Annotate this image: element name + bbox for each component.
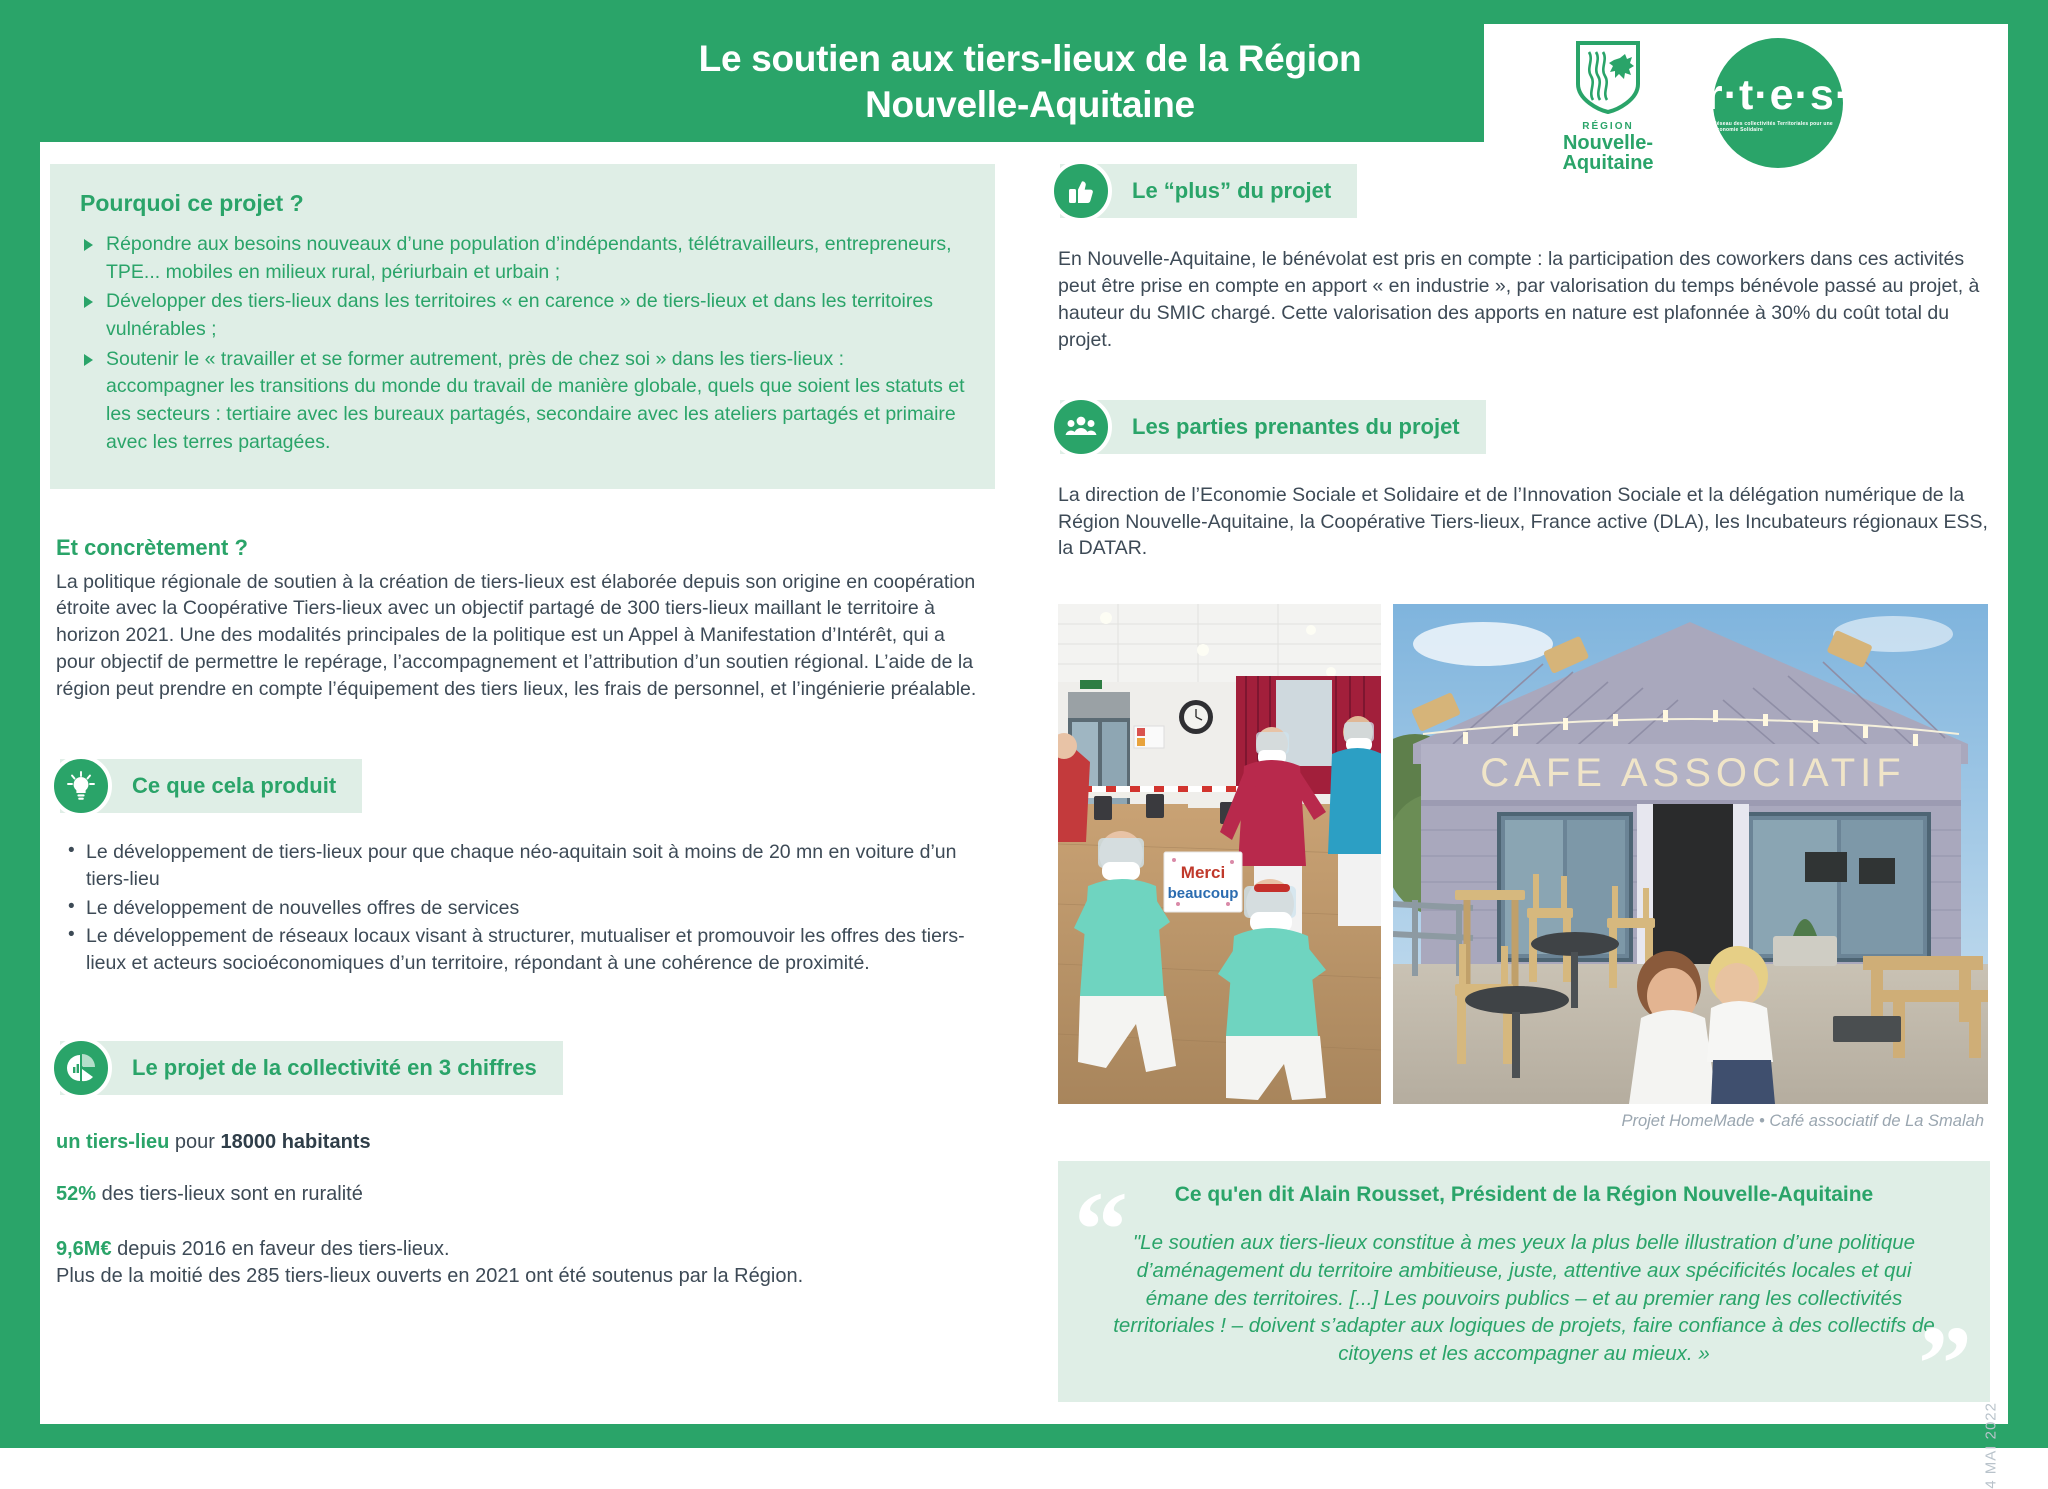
produces-section: [50, 759, 995, 977]
shield-lion-icon: [1575, 40, 1641, 119]
page-title: [580, 36, 1480, 129]
list-item: Soutenir le « travailler et se former autrement, près de chez soi » dans les tiers-lieux : accompagner les transitions du monde du travail de manière globale, quels que soient les statuts et les secteurs : tertiaire avec les bureaux partagés, secondaire avec les ateliers partagés et primaire avec les terres partagées.: [80, 346, 965, 457]
quote-close-icon: ”: [1918, 1304, 1972, 1402]
produces-title: Ce que cela produit: [132, 773, 337, 799]
photo-caption: Projet HomeMade • Café associatif de La Smalah: [1621, 1112, 1984, 1131]
date-stamp: 4 MAI 2022: [1983, 1402, 2000, 1489]
figures-section: [50, 1041, 995, 1290]
figure-1-value: un tiers-lieu: [56, 1130, 170, 1153]
page-title-line2: Nouvelle-Aquitaine: [865, 84, 1195, 126]
concrete-text: La politique régionale de soutien à la création de tiers-lieux est élaborée depuis son origine en coopération étroite avec la Coopérative Tiers-lieux avec un objectif partagé de 300 tiers-lieux maillant le territoire à horizon 2021. Une des modalités principales de la politique est un Appel à Manifestation d’Intérêt, qui a pour objectif de permettre le repérage, l’accompagnement et l’attribution d’un soutien régional. L’aide de la région peut prendre en compte l’équipement des tiers lieux, les frais de personnel, et l’ingénierie préalable.: [56, 570, 977, 701]
plus-section: [1050, 164, 1990, 354]
svg-text:beaucoup: beaucoup: [1167, 885, 1239, 903]
logo-rtes-word: r·t·e·s·: [1705, 70, 1851, 119]
quote-open-icon: “: [1074, 1171, 1128, 1291]
photo-cafe-sign-text: CAFE ASSOCIATIF: [1480, 751, 1906, 796]
stakeholders-heading: [1060, 400, 1486, 454]
people-group-icon: [1050, 396, 1112, 458]
produces-list: [50, 839, 995, 977]
logo-rtes-tagline: Réseau des collectivités Territoriales pour une Économie Solidaire: [1713, 120, 1833, 133]
stakeholders-section: [1050, 400, 1990, 563]
figure-3-value: 9,6M€: [56, 1238, 112, 1261]
page-title-line1: Le soutien aux tiers-lieux de la Région: [698, 38, 1362, 79]
figures-title: Le projet de la collectivité en 3 chiffres: [132, 1054, 537, 1080]
why-project-list: [80, 231, 965, 457]
header-banner: [40, 24, 1484, 142]
list-item: Développer des tiers-lieux dans les territoires « en carence » de tiers-lieux et dans les territoires vulnérables ;: [80, 288, 965, 343]
figure-2-value: 52%: [56, 1183, 97, 1206]
figure-3-label: depuis 2016 en faveur des tiers-lieux.: [111, 1238, 450, 1261]
photo-row: [1058, 604, 1990, 1104]
svg-text:Merci: Merci: [1180, 863, 1226, 883]
stakeholders-title: Les parties prenantes du projet: [1132, 413, 1460, 439]
figure-1-mid: pour: [169, 1130, 221, 1153]
stakeholders-text: La direction de l’Economie Sociale et Solidaire et de l’Innovation Sociale et la délégation numérique de la Région Nouvelle-Aquitaine, la Coopérative Tiers-lieux, France active (DLA), les Incubateurs régionaux ESS, la DATAR.: [1058, 483, 1988, 560]
concrete-section: [50, 535, 995, 704]
produces-heading: [60, 759, 362, 813]
left-column: [50, 164, 995, 1290]
logo-region-small-label: RÉGION: [1582, 120, 1634, 132]
photo-homemade: [1058, 604, 1381, 1104]
figure-2: [50, 1181, 995, 1208]
list-item: • Le développement de tiers-lieux pour que chaque néo-aquitain soit à moins de 20 mn en voiture d’un tiers-lieu: [64, 839, 995, 894]
poster-content: [40, 24, 2008, 1489]
quote-box: [1058, 1161, 1990, 1401]
logo-region-line1: Nouvelle-: [1562, 131, 1654, 154]
figure-2-label: des tiers-lieux sont en ruralité: [96, 1183, 363, 1206]
photo-gallery: [1050, 604, 1990, 1131]
list-item: • Le développement de réseaux locaux visant à structurer, mutualiser et promouvoir les offres des tiers-lieux et acteurs socioéconomiques d’un territoire, répondant à une cohérence de proximité.: [64, 923, 995, 978]
logo-rtes: [1705, 38, 1851, 168]
quote-heading: Ce qu'en dit Alain Rousset, Président de la Région Nouvelle-Aquitaine: [1174, 1183, 1874, 1207]
why-project-title: Pourquoi ce projet ?: [80, 190, 304, 216]
lightbulb-icon: [50, 755, 112, 817]
photo-cafe-associatif: [1393, 604, 1988, 1104]
figure-1: [50, 1129, 995, 1156]
logo-region-line2: Aquitaine: [1562, 151, 1654, 174]
photo-cafe-art: [1393, 604, 1988, 1104]
plus-heading: [1060, 164, 1357, 218]
why-project-box: [50, 164, 995, 489]
logo-region-nouvelle-aquitaine: [1533, 28, 1683, 178]
pie-chart-icon: [50, 1037, 112, 1099]
figure-3: [50, 1236, 995, 1263]
plus-title: Le “plus” du projet: [1132, 178, 1332, 203]
list-item: Répondre aux besoins nouveaux d’une population d’indépendants, télétravailleurs, entrepreneurs, TPE... mobiles en milieux rural, périurbain et urbain ;: [80, 231, 965, 286]
photo-homemade-art: [1058, 604, 1381, 1104]
figure-1-value2: 18000 habitants: [220, 1130, 371, 1153]
concrete-title: Et concrètement ?: [56, 534, 248, 560]
plus-text: En Nouvelle-Aquitaine, le bénévolat est pris en compte : la participation des coworkers dans ces activités peut être prise en compte en apport « en industrie », par valorisation du temps bénévole passé au projet, à hauteur du SMIC chargé. Cette valorisation des apports en nature est plafonnée à 30% du coût total du projet.: [1058, 248, 1980, 351]
thumbs-up-icon: [1050, 160, 1112, 222]
quote-text: "Le soutien aux tiers-lieux constitue à mes yeux la plus belle illustration d’une politique d’aménagement du territoire ambitieuse, juste, attentive aux spécificités locales et qui émane des territoires. [...] Les pouvoirs publics – et au premier rang les collectivités territoriales ! – doivent s’adapter aux logiques de projets, faire confiance à des collectifs de citoyens et les accompagner au mieux. »: [1113, 1231, 1935, 1366]
right-column: [1050, 164, 1990, 1402]
figure-3-note: Plus de la moitié des 285 tiers-lieux ouverts en 2021 ont été soutenus par la Région.: [56, 1264, 804, 1287]
list-item: • Le développement de nouvelles offres de services: [64, 895, 995, 922]
figures-heading: [60, 1041, 563, 1095]
